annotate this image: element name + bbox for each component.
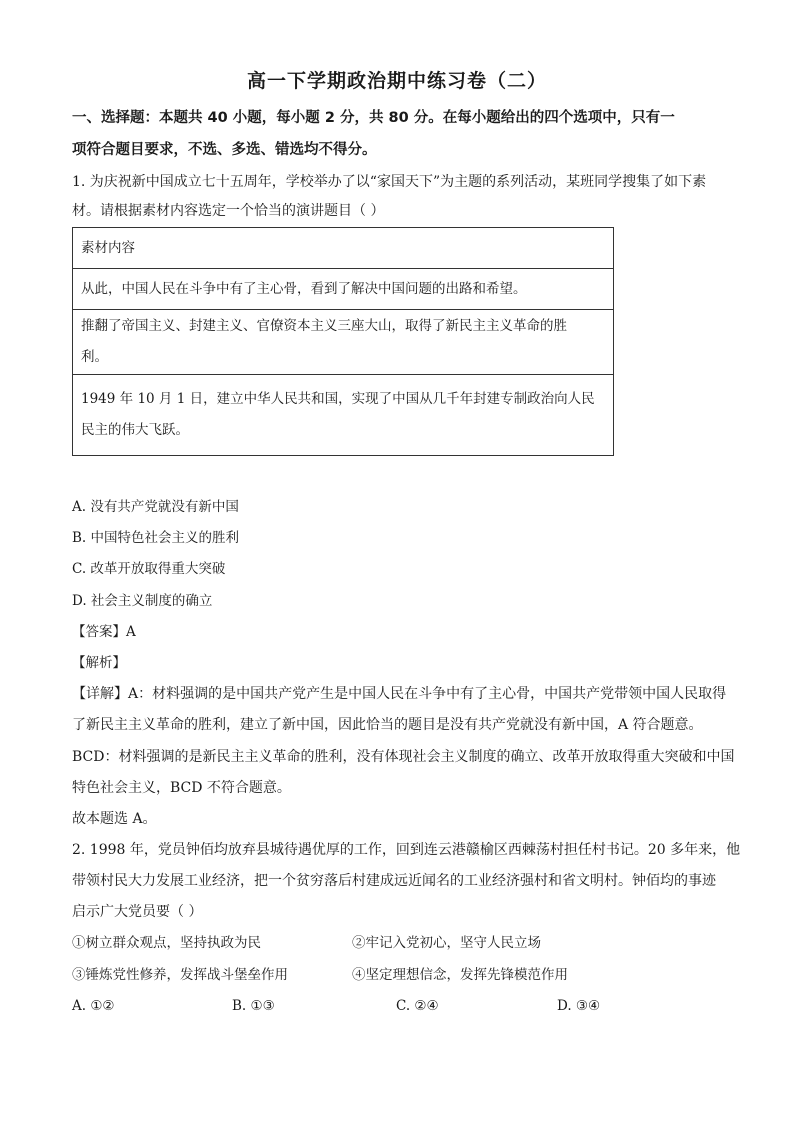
- q1-material-table: [72, 227, 614, 456]
- table-row: [73, 228, 614, 269]
- q1-detail-line-1: 【详解】A：材料强调的是中国共产党产生是中国人民在斗争中有了主心骨，中国共产党带领中国人民取得: [72, 686, 727, 702]
- section-instruction-line-1: 一、选择题：本题共 40 小题，每小题 2 分，共 80 分。在每小题给出的四个选项中，只有一: [72, 110, 675, 126]
- section-instruction-line-2: 项符合题目要求，不选、多选、错选均不得分。: [72, 142, 377, 158]
- q1-option-c: C. 改革开放取得重大突破: [72, 561, 226, 577]
- page-title: 高一下学期政治期中练习卷（二）: [246, 70, 547, 92]
- q2-item-1: ①树立群众观点，坚持执政为民: [72, 935, 261, 951]
- q2-option-b: B. ①③: [232, 998, 275, 1014]
- q2-option-c: C. ②④: [396, 998, 439, 1014]
- q1-detail-line-2: 了新民主主义革命的胜利，建立了新中国，因此恰当的题目是没有共产党就没有新中国，A 符合题意。: [72, 717, 703, 733]
- q2-item-2: ②牢记入党初心，坚守人民立场: [352, 935, 541, 951]
- table-row: [73, 310, 614, 375]
- q1-stem-line-2: 材。请根据素材内容选定一个恰当的演讲题目（ ）: [72, 203, 385, 219]
- q1-detail-line-3: BCD：材料强调的是新民主主义革命的胜利，没有体现社会主义制度的确立、改革开放取得重大突破和中国: [72, 749, 735, 765]
- q1-conclusion: 故本题选 A。: [72, 811, 157, 827]
- table-header-cell: 素材内容: [73, 228, 614, 269]
- q1-detail-line-4: 特色社会主义，BCD 不符合题意。: [72, 780, 291, 796]
- q1-answer: 【答案】A: [72, 624, 136, 640]
- q1-option-a: A. 没有共产党就没有新中国: [72, 499, 239, 515]
- table-cell: [73, 310, 614, 375]
- table-cell-line: 民主的伟大飞跃。: [81, 422, 189, 438]
- q2-option-a: A. ①②: [72, 998, 115, 1014]
- table-cell: 从此，中国人民在斗争中有了主心骨，看到了解决中国问题的出路和希望。: [73, 269, 614, 310]
- table-row: [73, 375, 614, 456]
- q2-item-3: ③锤炼党性修养，发挥战斗堡垒作用: [72, 967, 288, 983]
- table-cell-line: 1949 年 10 月 1 日，建立中华人民共和国，实现了中国从几千年封建专制政治向人民: [81, 391, 595, 407]
- table-cell: [73, 375, 614, 456]
- table-cell-line: 推翻了帝国主义、封建主义、官僚资本主义三座大山，取得了新民主主义革命的胜: [81, 318, 567, 334]
- q2-stem-line-3: 启示广大党员要（ ）: [72, 904, 203, 920]
- q1-analysis-label: 【解析】: [72, 655, 126, 671]
- q2-stem-line-1: 2. 1998 年，党员钟佰均放弃县城待遇优厚的工作，回到连云港赣榆区西棘荡村担任村书记。20 多年来，他: [72, 842, 741, 858]
- table-cell-line: 利。: [81, 349, 108, 365]
- q1-stem-line-1: 1. 为庆祝新中国成立七十五周年，学校举办了以“家国天下”为主题的系列活动，某班同学搜集了如下素: [72, 174, 707, 190]
- q1-option-d: D. 社会主义制度的确立: [72, 593, 213, 609]
- q2-item-4: ④坚定理想信念，发挥先锋模范作用: [352, 967, 568, 983]
- q2-stem-line-2: 带领村民大力发展工业经济，把一个贫穷落后村建成远近闻名的工业经济强村和省文明村。钟佰均的事迹: [72, 873, 716, 889]
- q2-option-d: D. ③④: [557, 998, 601, 1014]
- q1-option-b: B. 中国特色社会主义的胜利: [72, 530, 240, 546]
- table-row: [73, 269, 614, 310]
